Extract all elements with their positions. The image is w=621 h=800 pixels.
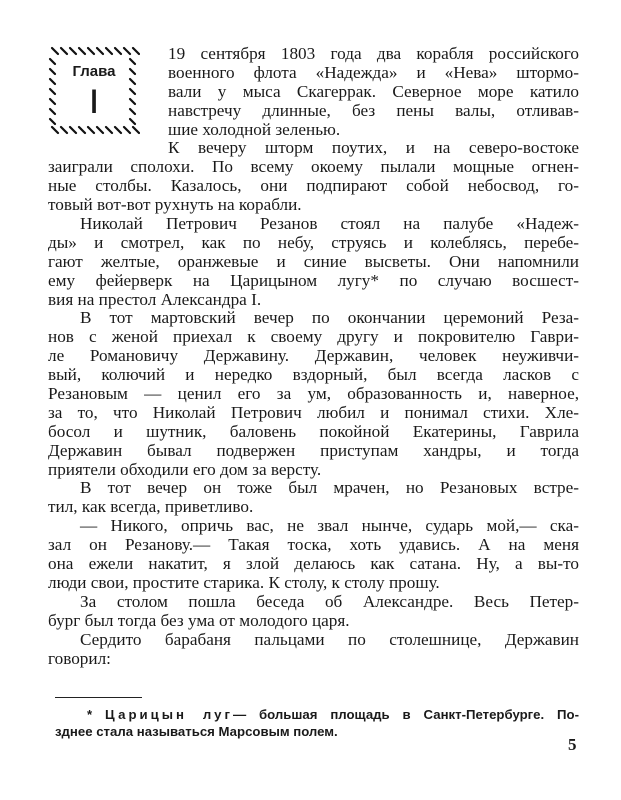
paragraph — [48, 593, 579, 631]
text-line: тил, как всегда, приветливо. — [48, 497, 254, 517]
text-line: ды» и смотрел, как по небу, струясь и колеблясь, перебе- — [48, 232, 579, 252]
paragraph — [48, 517, 579, 593]
footnote-text: — большая площадь в Санкт-Петербурге. По- — [232, 707, 579, 722]
text-line: люди свои, простите старика. К столу, к столу прошу. — [48, 572, 440, 592]
text-line: гают желтые, оранжевые и синие высветы. Они напомнили — [48, 251, 579, 271]
page-number: 5 — [568, 735, 577, 754]
text-line: вия на престол Александра I. — [48, 289, 262, 309]
footnote-divider — [55, 697, 142, 698]
text-line: шие холодной зеленью. — [168, 119, 341, 139]
text-line: заиграли сполохи. По всему окоему пылали мощные огнен- — [48, 157, 579, 177]
text-line: бург был тогда без ума от молодого царя. — [48, 610, 350, 630]
paragraph — [48, 631, 579, 669]
paragraph — [48, 139, 579, 215]
text-line: ные столбы. Казалось, они подпирают собой небосвод, го- — [48, 176, 579, 196]
text-line: босол и шутник, баловень покойной Екатерины, Гаврила — [48, 421, 579, 441]
footnote — [55, 706, 579, 740]
text-line: навстречу длинные, без пены валы, отливав- — [168, 100, 579, 120]
text-line: — Никого, опричь вас, не звал нынче, сударь мой,— ска- — [80, 516, 579, 536]
text-line: 19 сентября 1803 года два корабля российского — [168, 44, 579, 63]
paragraph — [48, 309, 579, 479]
paragraph — [48, 479, 579, 517]
paragraph — [48, 45, 579, 139]
text-line: товый вот-вот рухнуть на корабли. — [48, 195, 302, 215]
text-line: Резановым — ценил его за ум, образованность и, наверное, — [48, 384, 579, 404]
text-line: говорил: — [48, 648, 111, 668]
text-line: вый, колючий и нередко вздорный, был всегда ласков с — [48, 365, 579, 385]
text-line: За столом пошла беседа об Александре. Весь Петер- — [80, 591, 579, 611]
text-line: зал он Резанову.— Такая тоска, хоть удавись. А на меня — [48, 535, 579, 555]
chapter-number: I — [90, 83, 98, 121]
footnote-text-line2: зднее стала называться Марсовым полем. — [55, 724, 338, 739]
footnote-term: Царицын луг — [105, 707, 233, 722]
text-line: она ежели накатит, я злой делаюсь как сатана. Ну, а вы-то — [48, 554, 579, 574]
footnote-marker: * — [87, 707, 93, 722]
body-text — [48, 45, 579, 668]
text-line: Николай Петрович Резанов стоял на палубе «Надеж- — [80, 214, 579, 234]
text-line: приятели обходили его дом за версту. — [48, 459, 322, 479]
text-line: К вечеру шторм поутих, и на северо-востоке — [168, 138, 579, 158]
text-line: В тот вечер он тоже был мрачен, но Резановых встре- — [80, 478, 579, 498]
text-line: за то, что Николай Петрович любил и понимал стихи. Хле- — [48, 402, 579, 422]
text-line: нов с женой приехал к своему другу и покровителю Гаври- — [48, 327, 579, 347]
text-line: ле Романовичу Державину. Державин, человек неуживчи- — [48, 346, 579, 366]
text-line: В тот мартовский вечер по окончании церемоний Реза- — [80, 308, 579, 328]
chapter-label: Глава — [72, 63, 116, 80]
text-line: ему фейерверк на Царицыном лугу* по случаю восшест- — [48, 270, 579, 290]
text-line: Сердито барабаня пальцами по столешнице, Державин — [80, 629, 579, 649]
text-line: Державин бывал подвержен приступам хандры, и тогда — [48, 440, 579, 460]
text-line: вали у мыса Скагеррак. Северное море катило — [168, 81, 579, 101]
paragraph — [48, 215, 579, 309]
text-line: военного флота «Надежда» и «Нева» штормо- — [168, 62, 579, 82]
